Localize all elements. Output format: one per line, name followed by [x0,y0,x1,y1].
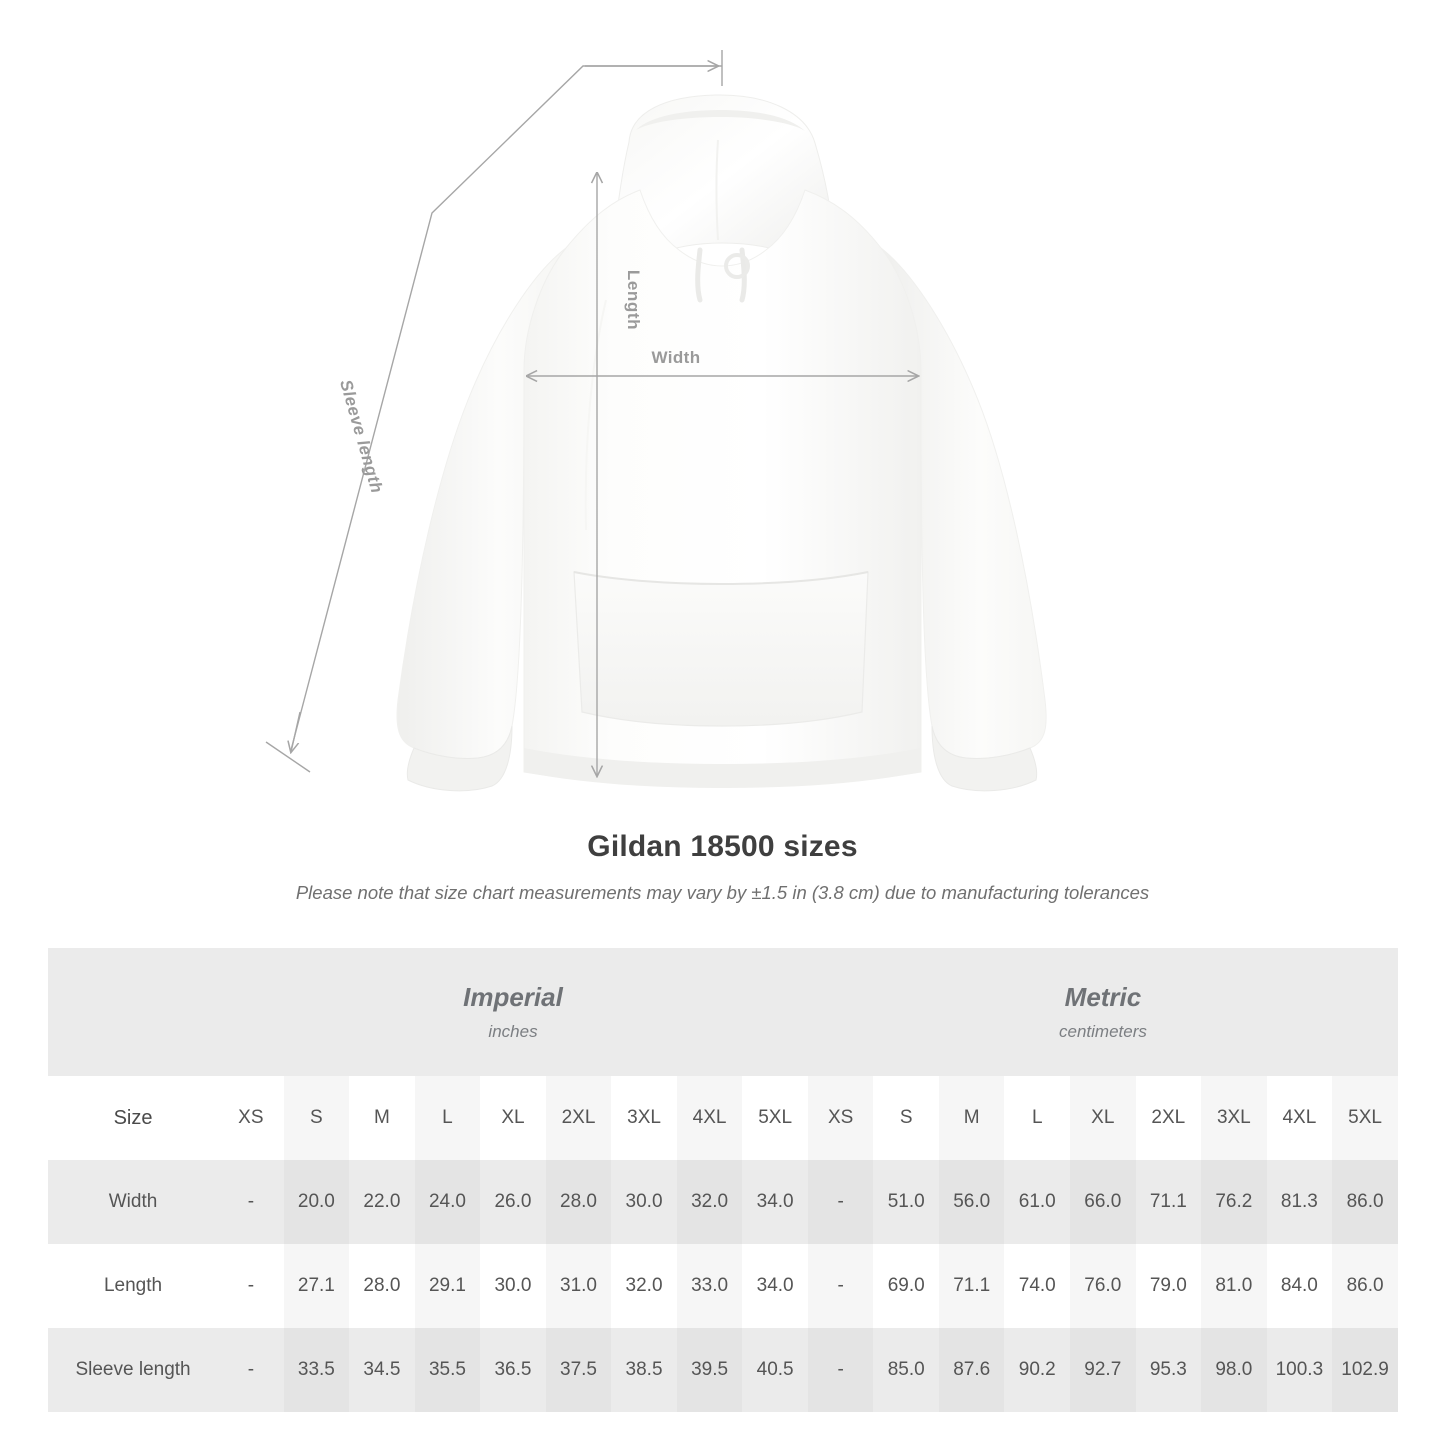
length-imperial-4xl: 33.0 [677,1244,743,1328]
size-label-row [48,1076,1398,1160]
width-metric-m: 56.0 [939,1160,1005,1244]
width-imperial-xs: - [218,1160,284,1244]
sleeve-metric-3xl: 98.0 [1201,1328,1267,1412]
sleeve-metric-s: 85.0 [873,1328,939,1412]
width-metric-l: 61.0 [1004,1160,1070,1244]
sleeve-metric-2xl: 95.3 [1136,1328,1202,1412]
length-label: Length [624,269,643,331]
size-imperial-xs: XS [218,1076,284,1160]
sleeve-metric-xl: 92.7 [1070,1328,1136,1412]
size-metric-3xl: 3XL [1201,1076,1267,1160]
sleeve-metric-l: 90.2 [1004,1328,1070,1412]
table-row-sleeve-length [48,1328,1398,1412]
width-imperial-2xl: 28.0 [546,1160,612,1244]
width-metric-xl: 66.0 [1070,1160,1136,1244]
size-table-wrapper [48,948,1398,1412]
unit-header-row [48,948,1398,1076]
length-metric-m: 71.1 [939,1244,1005,1328]
width-metric-2xl: 71.1 [1136,1160,1202,1244]
page-title: Gildan 18500 sizes [587,830,858,863]
width-imperial-l: 24.0 [415,1160,481,1244]
imperial-unit-name: Imperial [463,982,563,1013]
tolerance-note: Please note that size chart measurements may vary by ±1.5 in (3.8 cm) due to manufacturing tolerances [295,882,1150,903]
imperial-unit-cell [218,948,808,1076]
size-metric-l: L [1004,1076,1070,1160]
table-row-width [48,1160,1398,1244]
sleeve-imperial-4xl: 39.5 [677,1328,743,1412]
length-imperial-5xl: 34.0 [742,1244,808,1328]
metric-unit-sub: centimeters [1059,1021,1147,1041]
length-metric-4xl: 84.0 [1267,1244,1333,1328]
imperial-unit-sub: inches [488,1021,538,1041]
sleeve-imperial-5xl: 40.5 [742,1328,808,1412]
sleeve-imperial-s: 33.5 [284,1328,350,1412]
size-table [48,948,1398,1412]
size-imperial-s: S [284,1076,350,1160]
sleeve-imperial-xl: 36.5 [480,1328,546,1412]
length-imperial-3xl: 32.0 [611,1244,677,1328]
length-imperial-m: 28.0 [349,1244,415,1328]
row-label-sleeve-length: Sleeve length [48,1328,218,1412]
length-metric-xs: - [808,1244,874,1328]
size-metric-s: S [873,1076,939,1160]
width-imperial-s: 20.0 [284,1160,350,1244]
sleeve-metric-4xl: 100.3 [1267,1328,1333,1412]
width-imperial-xl: 26.0 [480,1160,546,1244]
size-imperial-l: L [415,1076,481,1160]
size-metric-m: M [939,1076,1005,1160]
title-block [0,830,1445,904]
hoodie-graphic [397,95,1046,791]
length-imperial-xl: 30.0 [480,1244,546,1328]
metric-unit-name: Metric [1064,982,1142,1013]
sleeve-imperial-l: 35.5 [415,1328,481,1412]
row-header-size: Size [48,1076,218,1160]
size-imperial-5xl: 5XL [742,1076,808,1160]
width-metric-4xl: 81.3 [1267,1160,1333,1244]
size-metric-xs: XS [808,1076,874,1160]
sleeve-imperial-3xl: 38.5 [611,1328,677,1412]
sleeve-length-label: Sleeve length [335,377,387,496]
width-metric-3xl: 76.2 [1201,1160,1267,1244]
width-imperial-3xl: 30.0 [611,1160,677,1244]
length-metric-l: 74.0 [1004,1244,1070,1328]
length-imperial-l: 29.1 [415,1244,481,1328]
sleeve-metric-xs: - [808,1328,874,1412]
row-label-width: Width [48,1160,218,1244]
table-row-length [48,1244,1398,1328]
length-imperial-s: 27.1 [284,1244,350,1328]
sleeve-metric-m: 87.6 [939,1328,1005,1412]
width-imperial-m: 22.0 [349,1160,415,1244]
size-metric-5xl: 5XL [1332,1076,1398,1160]
size-metric-2xl: 2XL [1136,1076,1202,1160]
width-metric-5xl: 86.0 [1332,1160,1398,1244]
length-imperial-2xl: 31.0 [546,1244,612,1328]
width-metric-xs: - [808,1160,874,1244]
length-imperial-xs: - [218,1244,284,1328]
size-imperial-xl: XL [480,1076,546,1160]
width-imperial-4xl: 32.0 [677,1160,743,1244]
size-imperial-3xl: 3XL [611,1076,677,1160]
metric-unit-cell [808,948,1398,1076]
size-metric-4xl: 4XL [1267,1076,1333,1160]
row-label-length: Length [48,1244,218,1328]
size-imperial-4xl: 4XL [677,1076,743,1160]
width-imperial-5xl: 34.0 [742,1160,808,1244]
width-label: Width [651,348,701,367]
size-metric-xl: XL [1070,1076,1136,1160]
size-imperial-m: M [349,1076,415,1160]
length-metric-5xl: 86.0 [1332,1244,1398,1328]
length-metric-s: 69.0 [873,1244,939,1328]
size-imperial-2xl: 2XL [546,1076,612,1160]
sleeve-imperial-m: 34.5 [349,1328,415,1412]
sleeve-metric-5xl: 102.9 [1332,1328,1398,1412]
width-metric-s: 51.0 [873,1160,939,1244]
sleeve-imperial-2xl: 37.5 [546,1328,612,1412]
unit-spacer [48,948,218,1076]
length-metric-2xl: 79.0 [1136,1244,1202,1328]
sleeve-imperial-xs: - [218,1328,284,1412]
length-metric-xl: 76.0 [1070,1244,1136,1328]
length-metric-3xl: 81.0 [1201,1244,1267,1328]
